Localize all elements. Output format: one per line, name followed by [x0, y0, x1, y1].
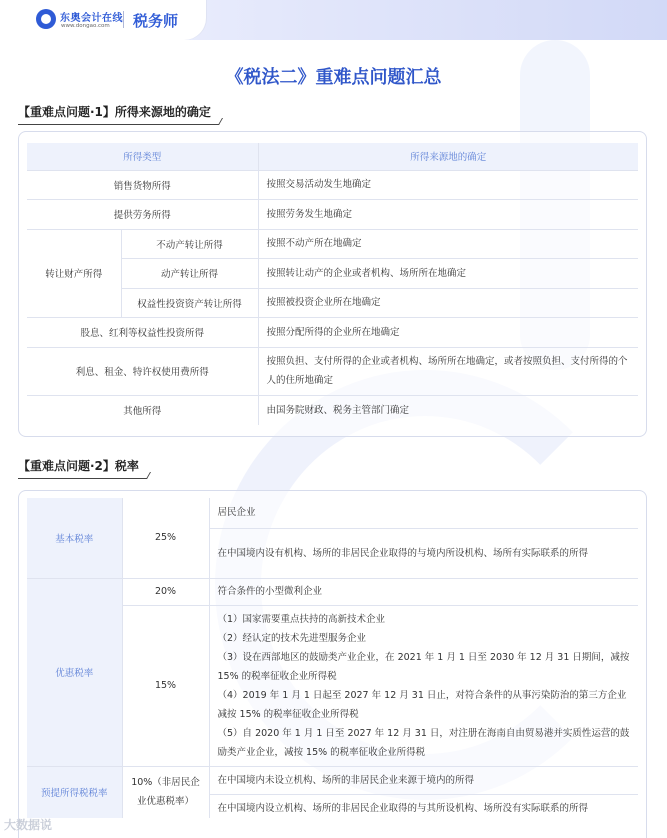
table-row	[27, 200, 638, 230]
source-table-card	[18, 131, 647, 437]
income-source: 按照不动产所在地确定	[258, 229, 638, 259]
table-row	[27, 229, 638, 259]
preferential-items-15	[209, 605, 638, 766]
income-group: 转让财产所得	[27, 229, 121, 318]
income-type: 销售货物所得	[27, 170, 258, 200]
table-row	[27, 395, 638, 425]
income-type: 股息、红利等权益性投资所得	[27, 318, 258, 348]
logo-divider	[123, 11, 124, 28]
income-source: 按照分配所得的企业所在地确定	[258, 318, 638, 348]
table-row	[27, 347, 638, 395]
income-type: 其他所得	[27, 395, 258, 425]
withholding-rate-value: 10%（非居民企业优惠税率）	[122, 766, 209, 818]
source-table	[27, 143, 638, 425]
withholding-item: 在中国境内未设立机构、场所的非居民企业来源于境内的所得	[209, 766, 638, 794]
preferential-rate-20: 20%	[122, 578, 209, 605]
basic-rate-value: 25%	[122, 498, 209, 578]
list-item: （3）设在西部地区的鼓励类产业企业，在 2021 年 1 月 1 日至 2030 年 12 月 31 日期间，减按 15% 的税率征收企业所得税	[217, 651, 630, 682]
basic-rate-item: 居民企业	[209, 498, 638, 528]
withholding-item: 在中国境内设立机构、场所的非居民企业取得的与其所设机构、场所没有实际联系的所得	[217, 802, 589, 814]
income-type: 利息、租金、特许权使用费所得	[27, 347, 258, 395]
income-type: 权益性投资资产转让所得	[121, 288, 258, 318]
table-row	[27, 766, 638, 794]
table-row	[27, 578, 638, 605]
section1-heading	[18, 103, 211, 123]
section1-heading-text: 【重难点问题·1】所得来源地的确定	[18, 105, 211, 119]
top-banner	[0, 0, 667, 40]
section2-heading	[18, 457, 139, 477]
income-source: 按照负担、支付所得的企业或者机构、场所所在地确定，或者按照负担、支付所得的个人的住所地确定	[258, 347, 638, 395]
withholding-rate-label: 预提所得税税率	[27, 766, 122, 818]
logo-url: www.dongao.com	[61, 23, 110, 29]
income-type: 不动产转让所得	[121, 229, 258, 259]
preferential-item-20: 符合条件的小型微利企业	[209, 578, 638, 605]
section2-heading-text: 【重难点问题·2】税率	[18, 459, 139, 473]
basic-rate-item: 在中国境内设有机构、场所的非居民企业取得的与境内所设机构、场所有实际联系的所得	[209, 528, 638, 578]
preferential-rate-15: 15%	[122, 605, 209, 766]
income-source: 按照转让动产的企业或者机构、场所所在地确定	[258, 259, 638, 289]
tax-rate-table	[27, 498, 638, 818]
list-item: （2）经认定的技术先进型服务企业	[217, 632, 367, 644]
product-name: 税务师	[133, 12, 179, 30]
preferential-rate-label: 优惠税率	[27, 578, 122, 766]
list-item: （1）国家需要重点扶持的高新技术企业	[217, 613, 386, 625]
dongao-logo-icon	[36, 9, 56, 29]
logo-brand: 东奥会计在线	[60, 13, 123, 24]
column-header-type: 所得类型	[27, 143, 258, 170]
watermark-text: 大数据说	[4, 818, 53, 832]
logo-tab	[0, 0, 206, 40]
table-row	[27, 318, 638, 348]
income-type: 动产转让所得	[121, 259, 258, 289]
list-item: （4）2019 年 1 月 1 日起至 2027 年 12 月 31 日止，对符合条件的从事污染防治的第三方企业减按 15% 的税率征收企业所得税	[217, 689, 627, 720]
income-source: 按照劳务发生地确定	[258, 200, 638, 230]
page-title: 《税法二》重难点问题汇总	[225, 67, 442, 88]
tax-rate-card	[18, 490, 647, 838]
income-source: 按照被投资企业所在地确定	[258, 288, 638, 318]
income-type: 提供劳务所得	[27, 200, 258, 230]
table-row	[27, 498, 638, 528]
list-item: （5）自 2020 年 1 月 1 日至 2027 年 12 月 31 日，对注册在海南自由贸易港并实质性运营的鼓励类产业企业，减按 15% 的税率征收企业所得税	[217, 727, 630, 758]
income-source: 由国务院财政、税务主管部门确定	[266, 404, 410, 416]
income-source: 按照交易活动发生地确定	[258, 170, 638, 200]
table-row	[27, 170, 638, 200]
basic-rate-label: 基本税率	[27, 498, 122, 578]
column-header-source: 所得来源地的确定	[258, 143, 638, 170]
